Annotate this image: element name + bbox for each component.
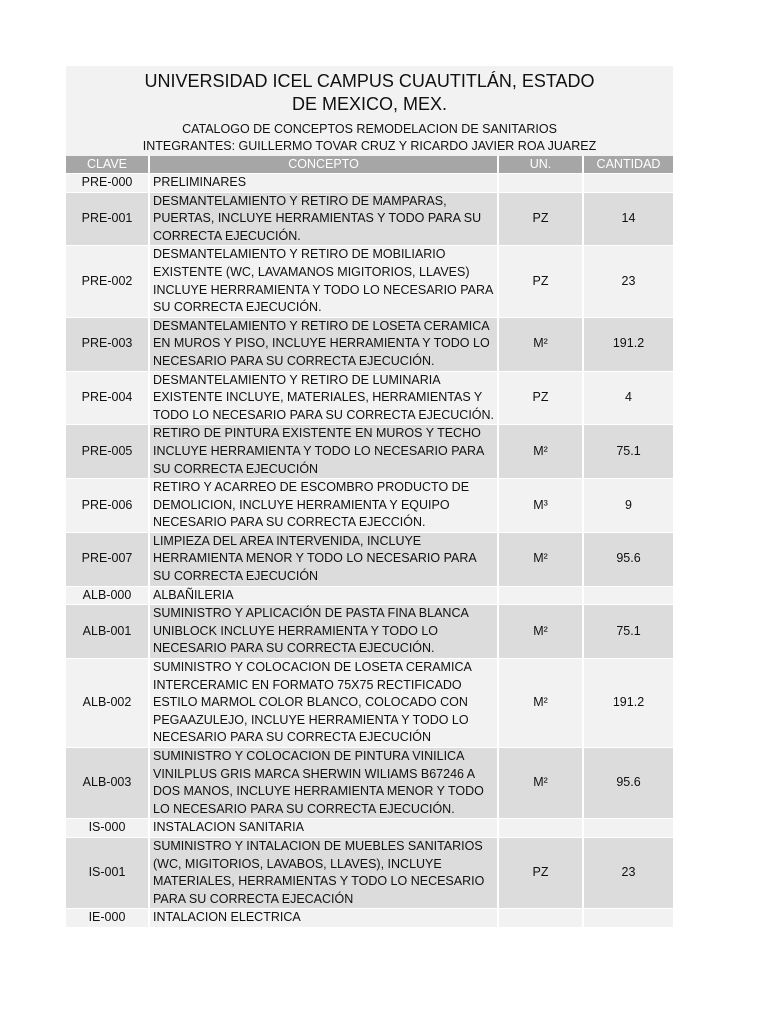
cell-clave: IE-000	[66, 909, 149, 927]
cell-cantidad: 191.2	[583, 659, 673, 748]
cell-cantidad	[583, 909, 673, 927]
cell-concepto: SUMINISTRO Y APLICACIÓN DE PASTA FINA BLANCA UNIBLOCK INCLUYE HERRAMIENTA Y TODO LO NECESARIO PARA SU CORRECTA EJECUCIÓN.	[149, 605, 498, 659]
cell-cantidad: 95.6	[583, 532, 673, 586]
table-row	[66, 748, 673, 819]
cell-clave: PRE-001	[66, 192, 149, 246]
cell-clave: ALB-000	[66, 586, 149, 605]
sheet-header	[66, 66, 673, 156]
table-row	[66, 605, 673, 659]
cell-clave: ALB-003	[66, 748, 149, 819]
cell-concepto: DESMANTELAMIENTO Y RETIRO DE MOBILIARIO EXISTENTE (WC, LAVAMANOS MIGITORIOS, LLAVES) INCLUYE HERRRAMIENTA Y TODO LO NECESARIO PARA SU CORRECTA EJECUCIÓN.	[149, 246, 498, 317]
column-header-clave: CLAVE	[66, 156, 149, 174]
cell-clave: PRE-005	[66, 425, 149, 479]
cell-clave: ALB-002	[66, 659, 149, 748]
cell-cantidad: 14	[583, 192, 673, 246]
catalog-sheet	[66, 66, 673, 927]
table-row	[66, 586, 673, 605]
cell-clave: PRE-007	[66, 532, 149, 586]
cell-concepto: RETIRO Y ACARREO DE ESCOMBRO PRODUCTO DE DEMOLICION, INCLUYE HERRAMIENTA Y EQUIPO NECESARIO PARA SU CORRECTA EJECCIÓN.	[149, 479, 498, 533]
title-line-2: DE MEXICO, MEX.	[291, 94, 448, 114]
cell-concepto: DESMANTELAMIENTO Y RETIRO DE LOSETA CERAMICA EN MUROS Y PISO, INCLUYE HERRAMIENTA Y TODO LO NECESARIO PARA SU CORRECTA EJECUCIÓN.	[149, 317, 498, 371]
cell-cantidad: 191.2	[583, 317, 673, 371]
table-row	[66, 479, 673, 533]
table-row	[66, 837, 673, 908]
cell-concepto: PRELIMINARES	[149, 174, 498, 193]
cell-clave: IS-000	[66, 819, 149, 838]
table-row	[66, 532, 673, 586]
cell-un: M³	[498, 479, 583, 533]
cell-un: PZ	[498, 192, 583, 246]
cell-clave: PRE-002	[66, 246, 149, 317]
cell-cantidad: 95.6	[583, 748, 673, 819]
table-row	[66, 174, 673, 193]
cell-cantidad	[583, 819, 673, 838]
subtitle-line-1: CATALOGO DE CONCEPTOS REMODELACION DE SANITARIOS	[182, 122, 557, 136]
cell-cantidad	[583, 174, 673, 193]
cell-un: PZ	[498, 837, 583, 908]
cell-cantidad: 4	[583, 371, 673, 425]
cell-clave: PRE-006	[66, 479, 149, 533]
cell-un: M²	[498, 605, 583, 659]
concepts-table	[66, 156, 673, 927]
cell-un	[498, 586, 583, 605]
cell-un: M²	[498, 659, 583, 748]
table-row	[66, 819, 673, 838]
cell-clave: PRE-000	[66, 174, 149, 193]
table-row	[66, 317, 673, 371]
cell-cantidad: 75.1	[583, 425, 673, 479]
cell-concepto: DESMANTELAMIENTO Y RETIRO DE MAMPARAS, PUERTAS, INCLUYE HERRAMIENTAS Y TODO PARA SU CORRECTA EJECUCIÓN.	[149, 192, 498, 246]
cell-un: M²	[498, 425, 583, 479]
table-row	[66, 659, 673, 748]
cell-un: PZ	[498, 371, 583, 425]
cell-clave: PRE-003	[66, 317, 149, 371]
cell-un: PZ	[498, 246, 583, 317]
cell-cantidad: 23	[583, 837, 673, 908]
cell-clave: ALB-001	[66, 605, 149, 659]
cell-concepto: RETIRO DE PINTURA EXISTENTE EN MUROS Y TECHO INCLUYE HERRAMIENTA Y TODO LO NECESARIO PARA SU CORRECTA EJECUCIÓN	[149, 425, 498, 479]
cell-cantidad: 75.1	[583, 605, 673, 659]
cell-concepto: SUMINISTRO Y COLOCACION DE PINTURA VINILICA VINILPLUS GRIS MARCA SHERWIN WILIAMS B67246 A DOS MANOS, INCLUYE HERRAMIENTA MENOR Y TODO LO NECESARIO PARA SU CORRECTA EJECUCIÓN.	[149, 748, 498, 819]
cell-concepto: SUMINISTRO Y INTALACION DE MUEBLES SANITARIOS (WC, MIGITORIOS, LAVABOS, LLAVES), INCLUYE MATERIALES, HERRAMIENTAS Y TODO LO NECESARIO PARA SU CORRECTA EJECACIÓN	[149, 837, 498, 908]
column-header-concepto: CONCEPTO	[149, 156, 498, 174]
cell-clave: IS-001	[66, 837, 149, 908]
table-row	[66, 909, 673, 927]
table-row	[66, 192, 673, 246]
cell-concepto: INSTALACION SANITARIA	[149, 819, 498, 838]
column-header-cantidad: CANTIDAD	[583, 156, 673, 174]
cell-un	[498, 819, 583, 838]
table-row	[66, 246, 673, 317]
cell-clave: PRE-004	[66, 371, 149, 425]
cell-concepto: ALBAÑILERIA	[149, 586, 498, 605]
cell-un: M²	[498, 748, 583, 819]
table-row	[66, 425, 673, 479]
table-row	[66, 371, 673, 425]
column-header-un: UN.	[498, 156, 583, 174]
cell-un: M²	[498, 317, 583, 371]
cell-concepto: INTALACION ELECTRICA	[149, 909, 498, 927]
title-line-1: UNIVERSIDAD ICEL CAMPUS CUAUTITLÁN, ESTADO	[144, 71, 595, 91]
cell-cantidad	[583, 586, 673, 605]
cell-concepto: LIMPIEZA DEL AREA INTERVENIDA, INCLUYE HERRAMIENTA MENOR Y TODO LO NECESARIO PARA SU CORRECTA EJECUCIÓN	[149, 532, 498, 586]
cell-un	[498, 174, 583, 193]
cell-concepto: SUMINISTRO Y COLOCACION DE LOSETA CERAMICA INTERCERAMIC EN FORMATO 75X75 RECTIFICADO ESTILO MARMOL COLOR BLANCO, COLOCADO CON PEGAAZULEJO, INCLUYE HERRAMIENTA Y TODO LO NECESARIO PARA SU CORRECTA EJECUCIÓN	[149, 659, 498, 748]
cell-un: M²	[498, 532, 583, 586]
cell-cantidad: 23	[583, 246, 673, 317]
cell-cantidad: 9	[583, 479, 673, 533]
subtitle-line-2: INTEGRANTES: GUILLERMO TOVAR CRUZ Y RICARDO JAVIER ROA JUAREZ	[142, 139, 597, 153]
cell-concepto: DESMANTELAMIENTO Y RETIRO DE LUMINARIA EXISTENTE INCLUYE, MATERIALES, HERRAMIENTAS Y TODO LO NECESARIO PARA SU CORRECTA EJECUCIÓN.	[149, 371, 498, 425]
table-header-row	[66, 156, 673, 174]
cell-un	[498, 909, 583, 927]
